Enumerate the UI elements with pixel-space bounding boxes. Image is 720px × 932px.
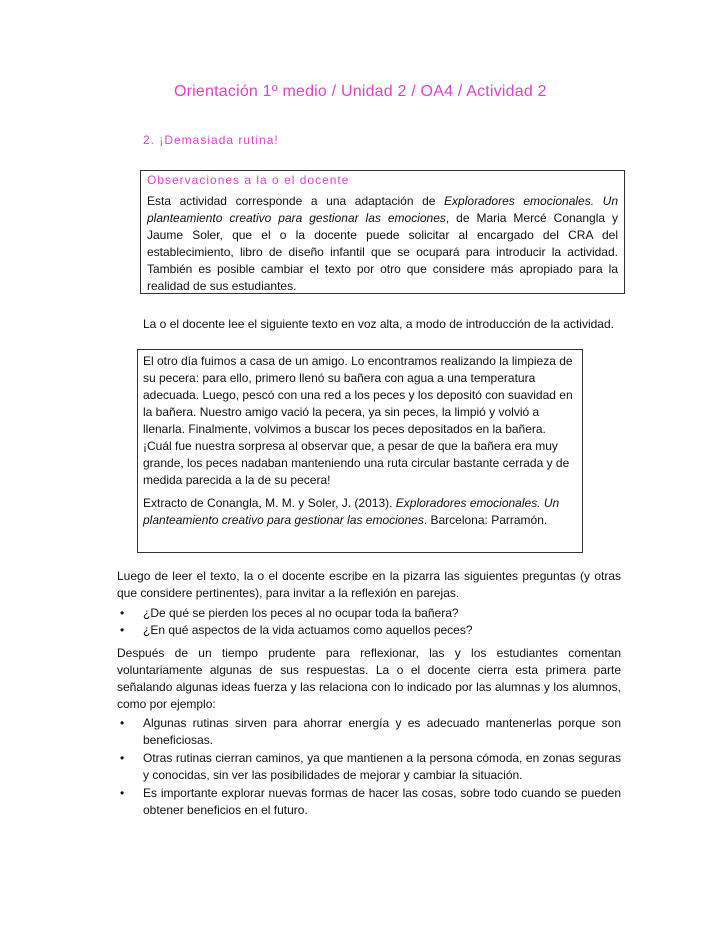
- intro-paragraph: La o el docente lee el siguiente texto en voz alta, a modo de introducción de la actividad.: [143, 317, 614, 331]
- citation-title: Exploradores emocionales. Un planteamiento creativo para gestionar las emociones: [143, 496, 560, 527]
- teacher-observations-box: [140, 170, 625, 294]
- example-text: Algunas rutinas sirven para ahorrar energía y es adecuado mantenerlas porque son beneficiosas.: [143, 716, 621, 747]
- list-item: [117, 785, 621, 819]
- page-header-title: Orientación 1º medio / Unidad 2 / OA4 / Actividad 2: [174, 83, 547, 100]
- after-questions-paragraph: Después de un tiempo prudente para reflexionar, las y los estudiantes comentan voluntariamente algunas de sus respuestas. La o el docente cierra esta primera parte señalando algunas ideas fuerza y las relaciona con lo indicado por las alumnas y los alumnos, como por ejemplo:: [117, 646, 621, 711]
- bullet-icon: •: [120, 623, 125, 637]
- question-text: ¿En qué aspectos de la vida actuamos como aquellos peces?: [143, 623, 473, 637]
- story-text: El otro día fuimos a casa de un amigo. Lo encontramos realizando la limpieza de su pecera: para ello, primero llenó su bañera con agua a una temperatura adecuada. Luego, pescó con una red a los peces y los depositó con suavidad en la bañera. Nuestro amigo vació la pecera, ya sin peces, la limpió y volvió a llenarla. Finalmente, volvimos a buscar los peces depositados en la bañera. ¡Cuál fue nuestra sorpresa al observar que, a pesar de que la bañera era muy grande, los peces nadaban manteniendo una ruta circular bastante cerrada y de medida parecida a la de su pecera!: [143, 354, 573, 487]
- bullet-icon: •: [120, 786, 125, 800]
- story-citation: [143, 495, 577, 529]
- story-box: [137, 349, 583, 553]
- list-item: [117, 750, 621, 784]
- list-item: [117, 622, 621, 639]
- examples-list: [117, 715, 621, 820]
- list-item: [117, 715, 621, 749]
- question-text: ¿De qué se pierden los peces al no ocupar toda la bañera?: [143, 606, 459, 620]
- bullet-icon: •: [120, 606, 125, 620]
- section-title: 2. ¡Demasiada rutina!: [143, 133, 279, 147]
- observations-title: Observaciones a la o el docente: [147, 173, 350, 187]
- list-item: [117, 605, 621, 622]
- after-reading-paragraph: Luego de leer el texto, la o el docente escribe en la pizarra las siguientes preguntas (y otras que considere pertinentes), para invitar a la reflexión en parejas.: [117, 569, 621, 600]
- observations-text: [147, 193, 618, 295]
- citation-publisher: . Barcelona: Parramón.: [423, 513, 548, 527]
- example-text: Otras rutinas cierran caminos, ya que mantienen a la persona cómoda, en zonas seguras y conocidas, sin ver las posibilidades de mejorar y cambiar la situación.: [143, 751, 621, 782]
- book-title: Exploradores emocionales. Un planteamiento creativo para gestionar las emociones: [147, 194, 618, 225]
- bullet-icon: •: [120, 751, 125, 765]
- observations-text-2: , de Maria Mercé Conangla y Jaume Soler, que el o la docente puede solicitar al encargado del CRA del establecimiento, libro de diseño infantil que se ocupará para introducir la actividad. También es posible cambiar el texto por otro que considere más apropiado para la realidad de sus estudiantes.: [147, 211, 618, 293]
- bullet-icon: •: [120, 716, 125, 730]
- questions-list: [117, 605, 621, 639]
- citation-authors: Extracto de Conangla, M. M. y Soler, J. (2013).: [143, 496, 396, 510]
- example-text: Es importante explorar nuevas formas de hacer las cosas, sobre todo cuando se pueden obtener beneficios en el futuro.: [143, 786, 621, 817]
- observations-text-1: Esta actividad corresponde a una adaptación de: [147, 194, 445, 208]
